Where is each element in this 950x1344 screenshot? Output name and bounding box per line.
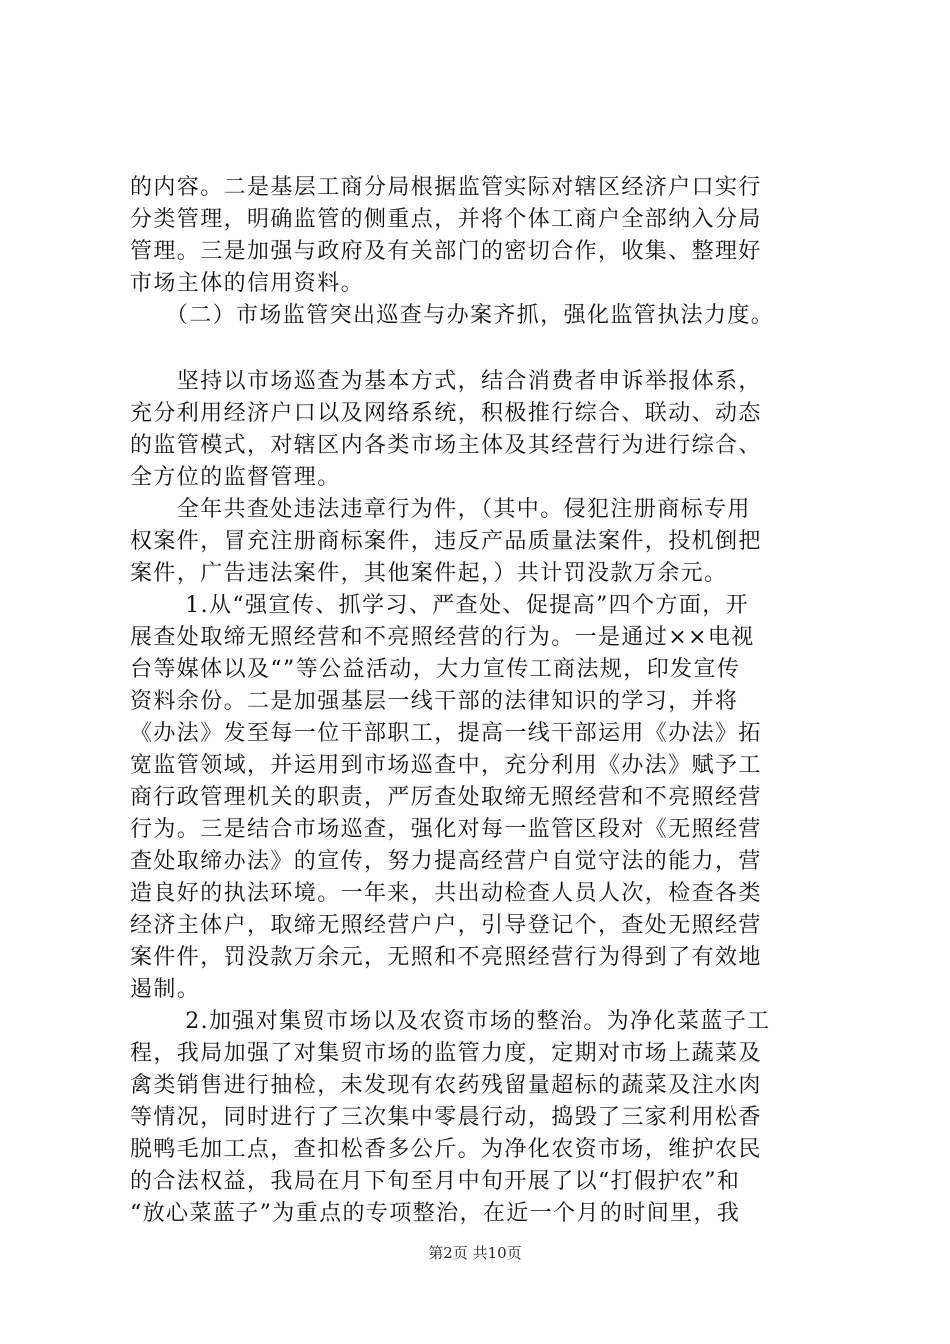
text-line: 坚持以市场巡查为基本方式，结合消费者申诉举报体系， <box>130 369 762 394</box>
text-line: 全方位的监督管理。 <box>130 465 341 490</box>
blank-line <box>130 332 850 366</box>
text-line: 充分利用经济户口以及网络系统，积极推行综合、联动、动态 <box>130 401 762 426</box>
text-line: 等情况，同时进行了三次集中零晨行动，捣毁了三家利用松香 <box>130 1105 762 1130</box>
text-line: 的监管模式，对辖区内各类市场主体及其经营行为进行综合、 <box>130 433 762 458</box>
text-line: 行为。三是结合市场巡查，强化对每一监管区段对《无照经营 <box>130 817 762 842</box>
text-line: 《办法》发至每一位干部职工，提高一线干部运用《办法》拓 <box>130 721 762 746</box>
text-line: 管理。三是加强与政府及有关部门的密切合作，收集、整理好 <box>130 239 762 264</box>
page-number: 第2页 共10页 <box>428 1244 522 1262</box>
text-line: 禽类销售进行抽检，未发现有农药残留量超标的蔬菜及注水肉 <box>130 1073 762 1098</box>
text-line: 查处取缔办法》的宣传，努力提高经营户自觉守法的能力，营 <box>130 849 762 874</box>
text-line: 分类管理，明确监管的侧重点，并将个体工商户全部纳入分局 <box>130 207 762 232</box>
text-line: 全年共查处违法违章行为件，（其中。侵犯注册商标专用 <box>130 497 751 522</box>
text-line: 案件，广告违法案件，其他案件起，）共计罚没款万余元。 <box>130 561 728 586</box>
text-line: 商行政管理机关的职责，严厉查处取缔无照经营和不亮照经营 <box>130 785 762 810</box>
text-line: 经济主体户，取缔无照经营户户，引导登记个，查处无照经营 <box>130 913 762 938</box>
text-line: 1.从“强宣传、抓学习、严查处、促提高”四个方面，开 <box>130 593 750 618</box>
text-line: 案件件，罚没款万余元，无照和不亮照经营行为得到了有效地 <box>130 945 762 970</box>
text-line: 造良好的执法环境。一年来，共出动检查人员人次，检查各类 <box>130 881 762 906</box>
section-heading: （二）市场监管突出巡查与办案齐抓，强化监管执法力度。 <box>130 303 775 328</box>
text-line: 宽监管领域，并运用到市场巡查中，充分利用《办法》赋予工 <box>130 753 762 778</box>
page-footer <box>0 1243 950 1263</box>
text-line: 遏制。 <box>130 977 201 1002</box>
text-line: 展查处取缔无照经营和不亮照经营的行为。一是通过××电视 <box>130 625 755 650</box>
text-line: 台等媒体以及“”等公益活动，大力宣传工商法规，印发宣传 <box>130 657 741 682</box>
text-line: 2.加强对集贸市场以及农资市场的整治。为净化菜蓝子工 <box>130 1009 771 1034</box>
text-line: 市场主体的信用资料。 <box>130 271 365 296</box>
text-line: “放心菜蓝子”为重点的专项整治，在近一个月的时间里，我 <box>130 1201 741 1226</box>
text-line: 资料余份。二是加强基层一线干部的法律知识的学习，并将 <box>130 689 739 714</box>
text-line: 的合法权益，我局在月下旬至月中旬开展了以“打假护农”和 <box>130 1169 741 1194</box>
body-text <box>130 172 850 1230</box>
text-line: 的内容。二是基层工商分局根据监管实际对辖区经济户口实行 <box>130 175 762 200</box>
text-line: 权案件，冒充注册商标案件，违反产品质量法案件，投机倒把 <box>130 529 762 554</box>
text-line: 脱鸭毛加工点，查扣松香多公斤。为净化农资市场，维护农民 <box>130 1137 762 1162</box>
text-line: 程，我局加强了对集贸市场的监管力度，定期对市场上蔬菜及 <box>130 1041 762 1066</box>
